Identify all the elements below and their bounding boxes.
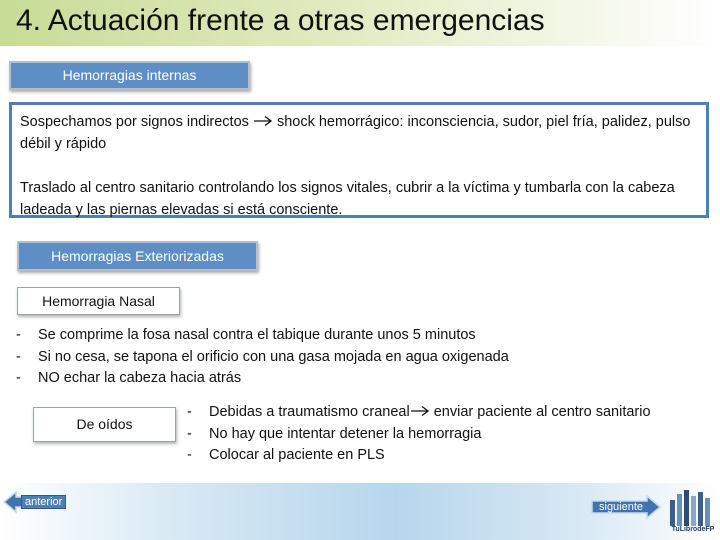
hemorragias-internas-heading: Hemorragias internas	[9, 61, 250, 90]
logo-bars-icon	[668, 488, 716, 526]
hemorragias-exteriorizadas-heading: Hemorragias Exteriorizadas	[17, 241, 258, 271]
logo-text: TuLibrodeFP	[671, 526, 715, 533]
page-title: 4. Actuación frente a otras emergencias	[16, 4, 545, 37]
prev-button[interactable]: anterior	[21, 495, 66, 509]
internas-info-box	[9, 102, 709, 218]
list-item: - No hay que intentar detener la hemorragia	[185, 424, 651, 446]
nasal-list	[14, 325, 509, 390]
next-button[interactable]: siguiente	[599, 501, 644, 513]
list-item: - Colocar al paciente en PLS	[185, 445, 651, 467]
hemorragia-nasal-heading: Hemorragia Nasal	[17, 287, 180, 315]
oidos-list	[185, 402, 651, 467]
list-item: - Se comprime la fosa nasal contra el tabique durante unos 5 minutos	[14, 325, 509, 347]
list-item: - NO echar la cabeza hacia atrás	[14, 368, 509, 390]
internas-paragraph-1: Sospechamos por signos indirectos shock hemorrágico: inconsciencia, sudor, piel fría, palidez, pulso débil y rápido	[20, 114, 691, 152]
arrow-right-icon	[410, 405, 430, 417]
de-oidos-heading: De oídos	[33, 407, 176, 442]
list-item: - Si no cesa, se tapona el orificio con una gasa mojada en agua oxigenada	[14, 347, 509, 369]
internas-paragraph-2: Traslado al centro sanitario controlando los signos vitales, cubrir a la víctima y tumbarla con la cabeza ladeada y las piernas elevadas si está consciente.	[20, 180, 675, 218]
arrow-right-icon	[253, 115, 273, 127]
list-item: - Debidas a traumatismo craneal enviar paciente al centro sanitario	[185, 402, 651, 424]
title-bar	[0, 0, 720, 46]
